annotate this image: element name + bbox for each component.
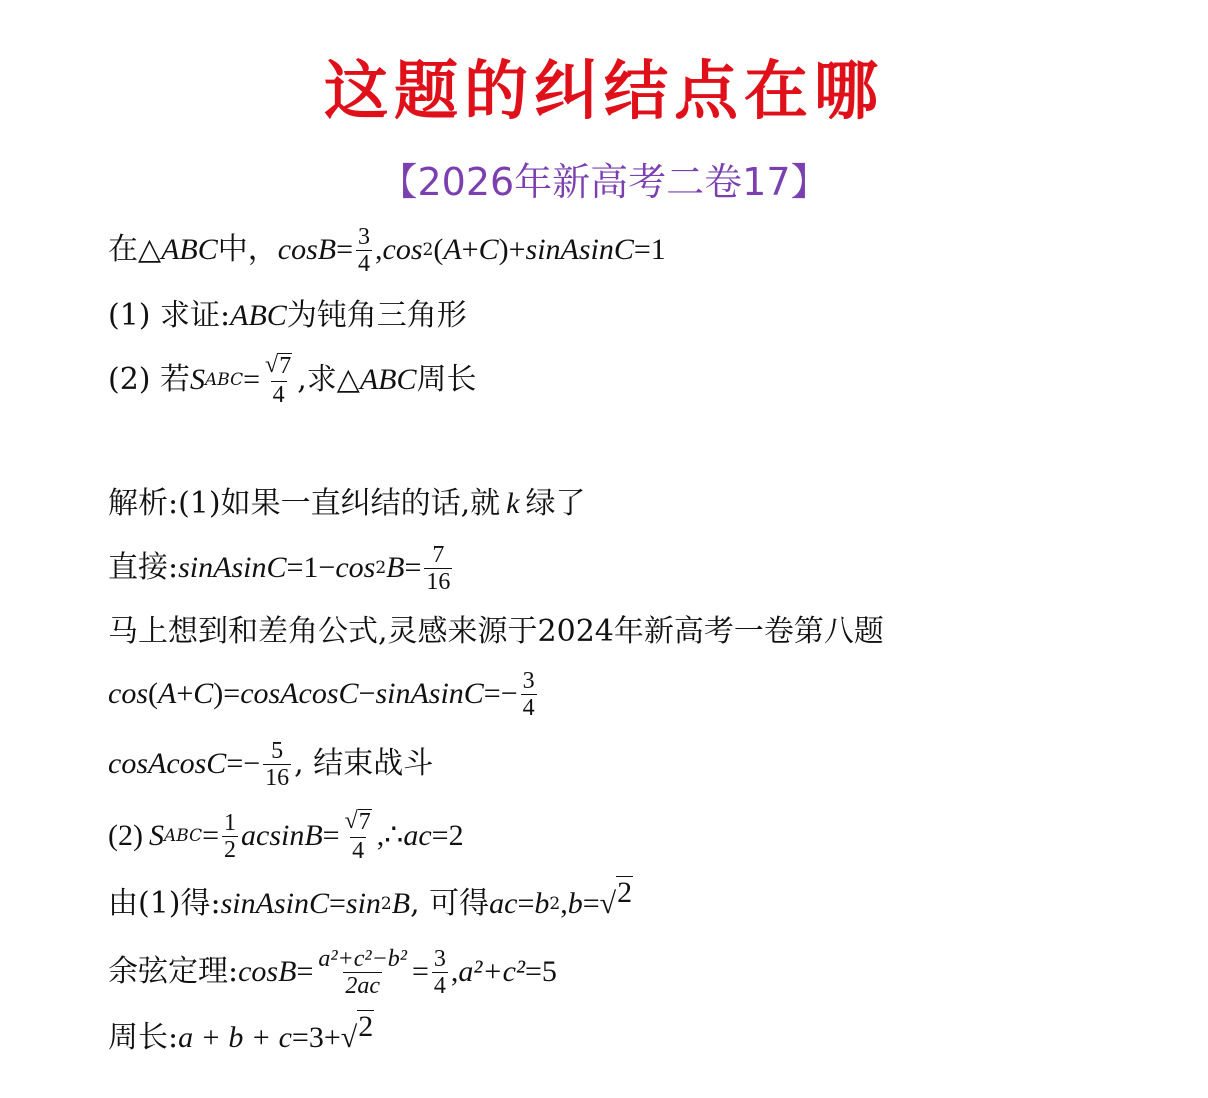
fraction-denominator: 4 — [522, 694, 535, 721]
fraction-5-16 — [263, 739, 291, 790]
side-b: b — [567, 887, 583, 920]
line3-text: 马上想到和差角公式,灵感来源于2024年新高考一卷第八题 — [108, 614, 884, 649]
perimeter-sum: a + b + c — [178, 1021, 292, 1054]
comma: , — [375, 233, 383, 266]
solution-line-3 — [108, 604, 884, 660]
ac-term: ac — [489, 887, 518, 920]
fraction-three-quarters — [356, 225, 372, 276]
sqrt-seven: √ 7 — [344, 808, 371, 836]
sqrt-seven: √ 7 — [265, 352, 292, 380]
solution-line-2: 直接: sinAsinC = 1 − cos 2 B = $\frac{7}{16}$ — [108, 541, 451, 595]
angle-B: B — [386, 551, 405, 584]
variable-k: k — [506, 487, 520, 520]
solution-line-9 — [108, 1010, 374, 1066]
fraction-7-16 — [424, 543, 452, 594]
fraction-denominator: 4 — [272, 381, 285, 408]
side-b: b — [534, 887, 550, 920]
equals-sign: = — [243, 363, 261, 396]
line2-prefix: 直接: — [108, 550, 179, 585]
radical-sign: √ — [265, 352, 279, 379]
sum-of-squares: a²+c² — [458, 955, 525, 988]
equals-sign: = — [286, 551, 304, 584]
equals-sign: = — [404, 551, 422, 584]
part2-end: 周长 — [416, 362, 477, 397]
fraction-numerator: 3 — [522, 667, 535, 694]
radical-sign: √ — [340, 1021, 358, 1054]
fraction-sqrt7-over-4 — [343, 809, 374, 862]
paren-open: ( — [148, 677, 158, 710]
value-one: 1 — [303, 551, 319, 584]
angle-B: B — [391, 887, 411, 920]
paren-close: ) — [213, 677, 224, 710]
fraction-denominator: 4 — [358, 250, 370, 277]
solution-line-1 — [108, 476, 585, 532]
sinAsinC-term: sinAsinC — [220, 887, 329, 920]
fraction-numerator: 1 — [224, 809, 236, 836]
therefore-symbol: ,∴ — [376, 819, 404, 852]
radical-sign: √ — [599, 887, 617, 920]
fraction-denominator: 2ac — [345, 972, 380, 999]
page-title: 这题的纠结点在哪 — [324, 55, 884, 129]
plus-sign: + — [176, 677, 194, 710]
page-subtitle: 【2026年新高考二卷17】 — [379, 160, 829, 204]
fraction-sqrt7-over-4 — [263, 353, 294, 406]
fraction-3-4 — [521, 669, 537, 720]
angle-A: A — [158, 677, 177, 710]
solution-line-7: 由(1)得: sinAsinC = sin 2 B , 可得 ac = b 2 , b = √ 2 — [108, 876, 633, 932]
fraction-denominator: 4 — [352, 837, 365, 864]
equals-sign: = — [202, 819, 219, 852]
equals-sign: = — [328, 887, 346, 920]
equals-sign: = — [633, 233, 651, 266]
problem-part-2: (2) 若 S ABC = √ 7 4 ,求△ ABC 周长 — [108, 352, 477, 408]
equals-sign: = — [524, 955, 542, 988]
fraction-numerator: 5 — [271, 737, 284, 764]
paren-close: ) — [498, 233, 509, 266]
cosB-term: cosB — [277, 233, 337, 266]
part2-label: (2) — [108, 819, 143, 852]
radical-sign: √ — [344, 808, 358, 835]
sqrt-two: √ 2 — [341, 1010, 374, 1066]
triangle-name: ABC — [230, 299, 287, 332]
equals-minus: =− — [483, 677, 518, 710]
equals-minus: =− — [226, 747, 261, 780]
equals-sign: = — [291, 1021, 309, 1054]
plus-sign: + — [323, 1021, 341, 1054]
line5-end: , 结束战斗 — [294, 746, 434, 781]
angle-C: C — [193, 677, 214, 710]
minus-sign: − — [318, 551, 336, 584]
solution-intro-end: 绿了 — [525, 486, 586, 521]
angle-C: C — [478, 233, 499, 266]
equals-sign: = — [412, 955, 429, 988]
problem-part-1 — [108, 288, 467, 344]
sinAsinC-term: sinAsinC — [375, 677, 484, 710]
part1-text: 为钝角三角形 — [286, 298, 467, 333]
area-symbol: S — [148, 819, 164, 852]
paren-open: ( — [433, 233, 444, 266]
fraction-cosine-law — [316, 947, 409, 998]
equals-sign: = — [322, 819, 340, 852]
angle-A: A — [443, 233, 462, 266]
sin-term: sin — [345, 887, 381, 920]
minus-sign: − — [358, 677, 376, 710]
statement-mid: 中， — [217, 232, 278, 267]
fraction-numerator: 3 — [358, 223, 370, 250]
part1-label: (1) 求证: — [108, 298, 231, 333]
part2-label: (2) 若 — [108, 362, 191, 397]
fraction-denominator: 16 — [426, 568, 451, 595]
fraction-numerator: 7 — [432, 541, 445, 568]
cos-term: cos — [108, 677, 148, 710]
equals-sign: = — [517, 887, 535, 920]
cosAcosC-term: cosAcosC — [108, 747, 227, 780]
area-symbol: S — [190, 363, 206, 396]
solution-intro: 解析:(1)如果一直纠结的话,就 — [108, 486, 501, 521]
line9-prefix: 周长: — [108, 1020, 179, 1055]
line7-mid: , 可得 — [410, 886, 490, 921]
fraction-1-2 — [222, 811, 238, 862]
line7-prefix: 由(1)得: — [108, 886, 221, 921]
part2-text: ,求△ — [297, 362, 360, 397]
fraction-denominator: 4 — [433, 972, 446, 999]
solution-line-5 — [108, 736, 433, 792]
comma: , — [450, 955, 459, 988]
line8-prefix: 余弦定理: — [108, 954, 239, 989]
cos-term: cos — [382, 233, 423, 266]
triangle-name: ABC — [359, 363, 417, 396]
solution-line-4 — [108, 666, 540, 722]
cosAcosC-term: cosAcosC — [240, 677, 359, 710]
fraction-denominator: 2 — [224, 836, 236, 863]
value-five: 5 — [541, 955, 557, 988]
plus-sign: + — [461, 233, 479, 266]
equals-sign: = — [296, 955, 314, 988]
value-one: 1 — [650, 233, 666, 266]
fraction-denominator: 16 — [265, 764, 290, 791]
equals-sign: = — [223, 677, 241, 710]
sinAsinC-term: sinAsinC — [525, 233, 634, 266]
comma: , — [560, 887, 568, 920]
sqrt-two: √ 2 — [600, 876, 633, 932]
cosB-term: cosB — [238, 955, 297, 988]
value-three: 3 — [308, 1021, 324, 1054]
acsinB-term: acsinB — [241, 819, 323, 852]
equals-sign: = — [582, 887, 600, 920]
ac-term: ac — [403, 819, 432, 852]
value-two: 2 — [448, 819, 464, 852]
fraction-numerator: 3 — [433, 945, 446, 972]
equals-sign: = — [336, 233, 353, 266]
solution-line-8 — [108, 944, 557, 1000]
equals-sign: = — [431, 819, 449, 852]
fraction-3-4 — [432, 947, 448, 998]
problem-statement: 在△ ABC 中， cosB = $\frac{3}{4}$ , cos 2 ( A + C ) + sinAsinC = 1 — [108, 223, 666, 277]
cos-term: cos — [335, 551, 376, 584]
plus-sign: + — [508, 233, 526, 266]
sinAsinC-term: sinAsinC — [178, 551, 287, 584]
statement-prefix: 在△ — [108, 232, 162, 267]
triangle-name: ABC — [161, 233, 218, 266]
fraction-numerator: a²+c²−b² — [318, 945, 407, 972]
solution-line-6: (2) S ABC = $\frac{1}{2}$ acsinB = √ 7 4 ,∴ ac = 2 — [108, 808, 464, 864]
